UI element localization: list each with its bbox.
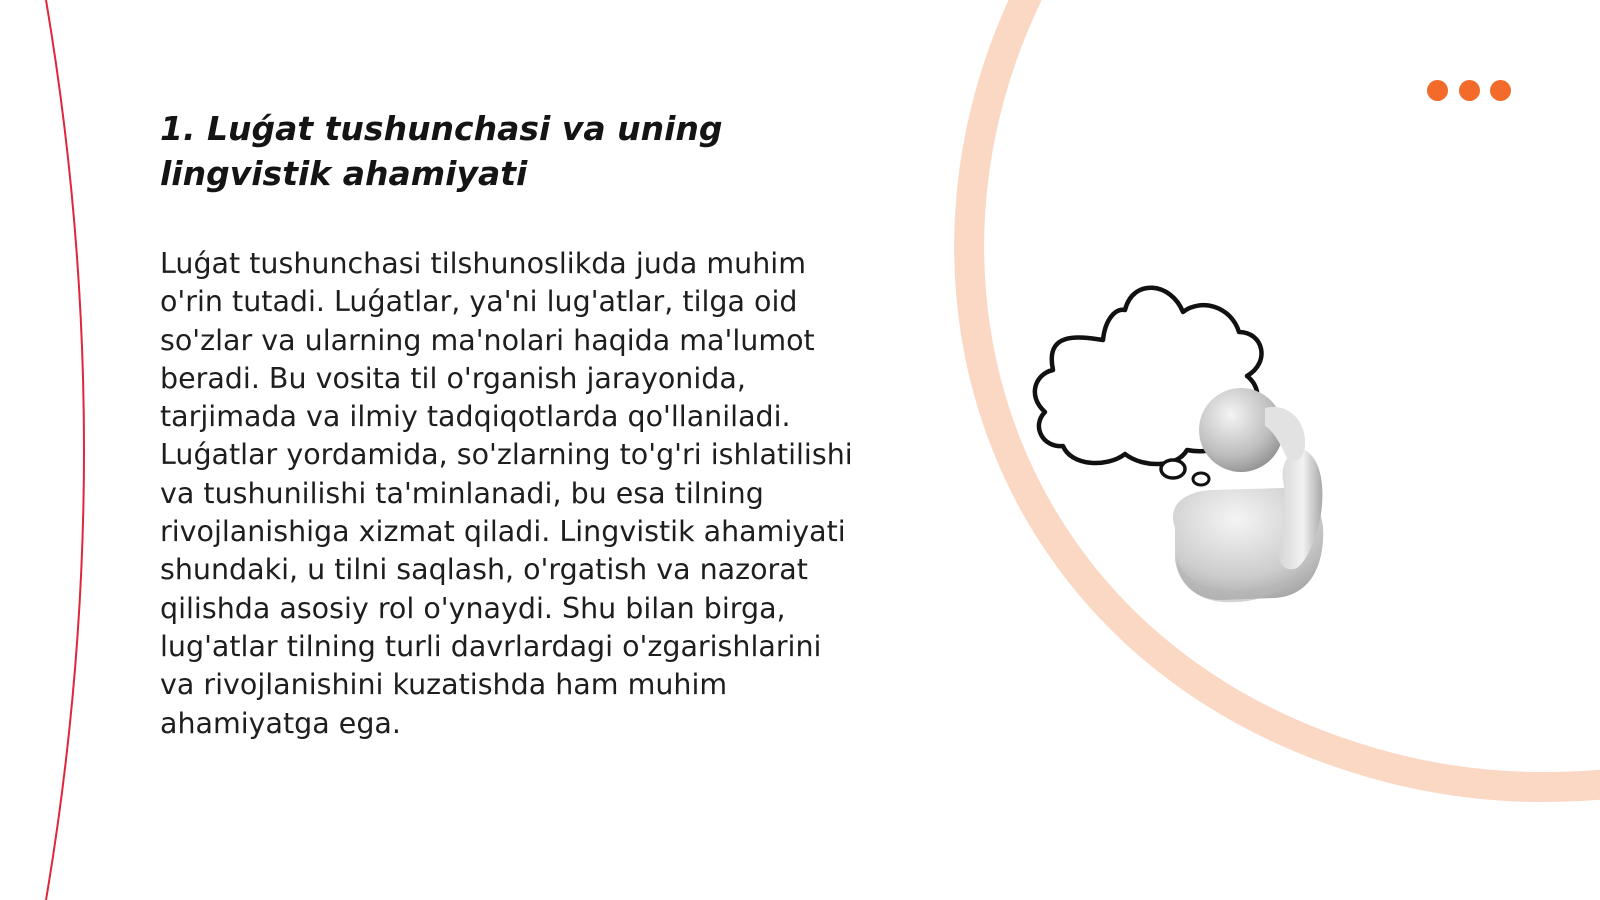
dot-icon	[1490, 80, 1511, 101]
dot-icon	[1459, 80, 1480, 101]
left-accent-curve	[46, 0, 84, 900]
menu-dots	[1427, 79, 1511, 101]
thinking-person-icon	[1025, 270, 1355, 620]
dot-icon	[1427, 80, 1448, 101]
slide-body-text: Luǵat tushunchasi tilshunoslikda juda muhim o'rin tutadi. Luǵatlar, ya'ni lug'atlar, tilga oid so'zlar va ularning ma'nolari haqida ma'lumot beradi. Bu vosita til o'rganish jarayonida, tarjimada va ilmiy tadqiqotlarda qo'llaniladi. Luǵatlar yordamida, so'zlarning to'g'ri ishlatilishi va tushunilishi ta'minlanadi, bu esa tilning rivojlanishiga xizmat qiladi. Lingvistik ahamiyati shundaki, u tilni saqlash, o'rgatish va nazorat qilishda asosiy rol o'ynaydi. Shu bilan birga, lug'atlar tilning turli davrlardagi o'zgarishlarini va rivojlanishini kuzatishda ham muhim ahamiyatga ega.	[160, 247, 853, 740]
slide-title: 1. Luǵat tushunchasi va uning lingvistik ahamiyati	[160, 109, 723, 193]
